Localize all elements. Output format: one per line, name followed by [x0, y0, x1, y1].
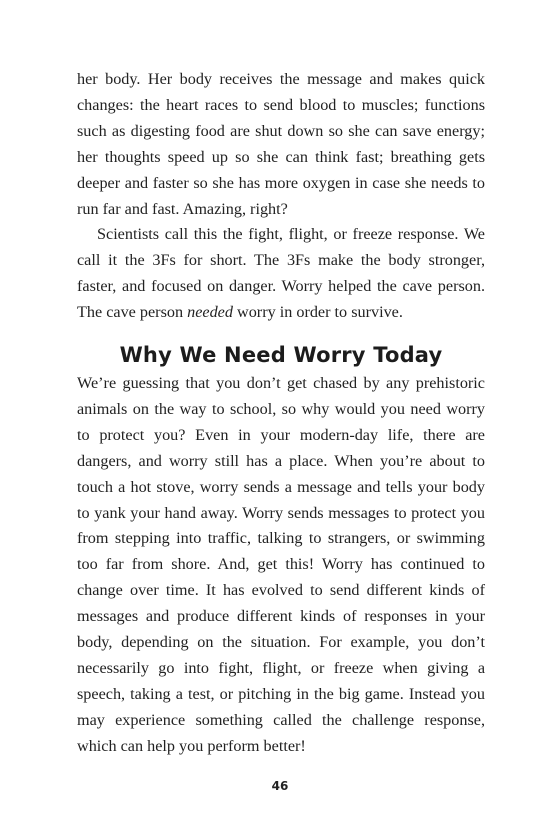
paragraph-worry-today: We’re guessing that you don’t get chased by any prehistoric animals on the way to school, so why would you need worry to protect you? Even in your modern-day life, there are dangers, and worry still has a place. When you’re about to touch a hot stove, worry sends a message and tells your body to yank your hand away. Worry sends messages to protect you from stepping into traffic, talking to strangers, or swimming too far from shore. And, get this! Worry has continued to change over time. It has evolved to send different kinds of messages and produce different kinds of responses in your body, depending on the situation. For example, you don’t necessarily go into fight, flight, or freeze when giving a speech, taking a test, or pitching in the big game. Instead you may experience something called the challenge response, which can help you perform better! [77, 374, 485, 755]
section-heading: Why We Need Worry Today [119, 343, 443, 367]
body-text-bottom [77, 371, 485, 760]
paragraph-continued: her body. Her body receives the message and makes quick changes: the heart races to send blood to muscles; functions such as digesting food are shut down so she can save energy; her thoughts speed up so she can think fast; breathing gets deeper and faster so she has more oxygen in case she needs to run far and fast. Amazing, right? [77, 70, 485, 218]
paragraph-3fs-text-start: Scientists call this the fight, flight, or freeze response. We call it the 3Fs for short. The 3Fs make the body stronger, faster, and focused on danger. Worry helped the cave person. The cave person [77, 225, 485, 322]
paragraph-3fs-text-end: worry in order to survive. [232, 303, 403, 322]
emphasis-needed: needed [187, 303, 233, 322]
paragraph-3fs [77, 222, 485, 326]
body-text-top [77, 67, 485, 326]
page-number: 46 [271, 779, 289, 793]
